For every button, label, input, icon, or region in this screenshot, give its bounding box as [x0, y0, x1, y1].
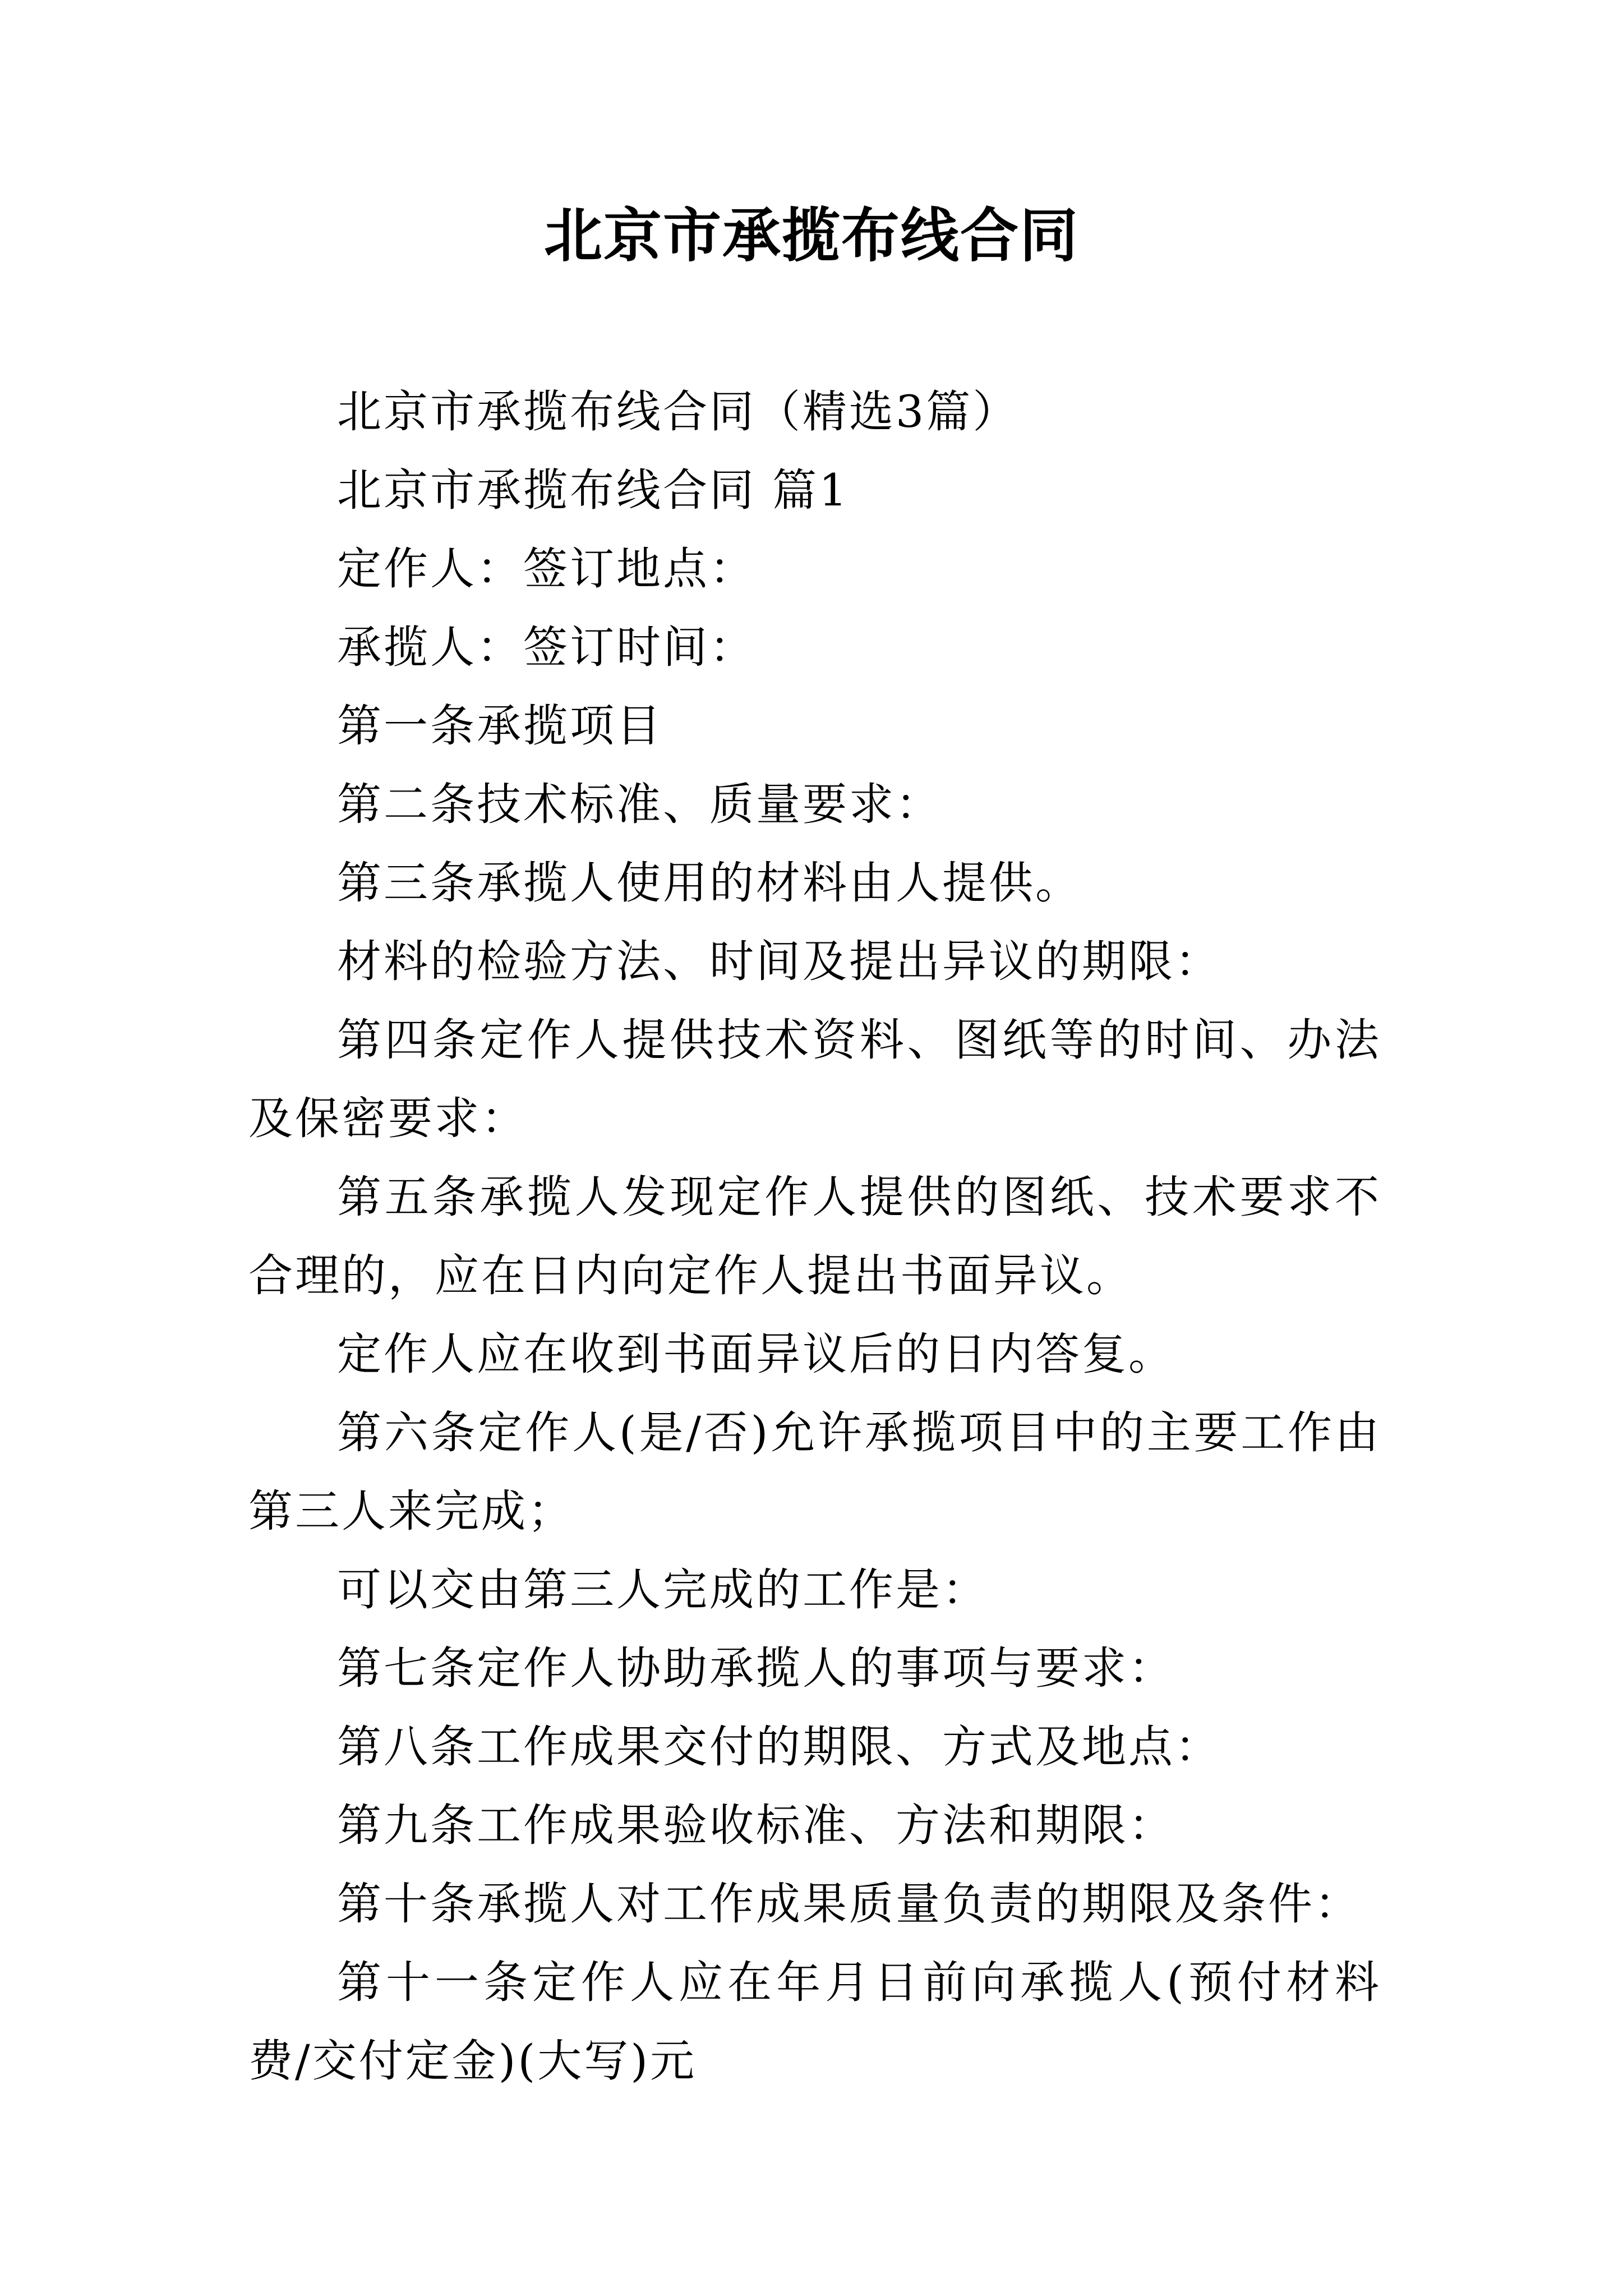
paragraph-party-orderer: 定作人：签订地点： — [337, 543, 756, 595]
paragraph-part-heading: 北京市承揽布线合同 篇1 — [337, 464, 850, 516]
paragraph-article-9: 第九条工作成果验收标准、方法和期限： — [337, 1800, 1175, 1851]
paragraph-article-10: 第十条承揽人对工作成果质量负责的期限及条件： — [337, 1878, 1361, 1930]
paragraph-article-7: 第七条定作人协助承揽人的事项与要求： — [337, 1642, 1175, 1694]
paragraph-collection-title: 北京市承揽布线合同（精选3篇） — [337, 386, 1020, 438]
paragraph-article-5: 第五条承揽人发现定作人提供的图纸、技术要求不合理的，应在日内向定作人提出书面异议。 — [248, 1171, 1381, 1301]
document-title: 北京市承揽布线合同 — [543, 201, 1079, 270]
paragraph-material-inspection: 材料的检验方法、时间及提出异议的期限： — [337, 936, 1221, 987]
paragraph-reply: 定作人应在收到书面异议后的日内答复。 — [337, 1328, 1175, 1380]
paragraph-article-3: 第三条承揽人使用的材料由人提供。 — [337, 857, 1082, 909]
paragraph-article-6: 第六条定作人(是/否)允许承揽项目中的主要工作由第三人来完成； — [248, 1407, 1381, 1537]
paragraph-article-1: 第一条承揽项目 — [337, 700, 663, 752]
document-body — [248, 372, 1381, 2100]
paragraph-party-contractor: 承揽人：签订时间： — [337, 622, 756, 673]
paragraph-article-4: 第四条定作人提供技术资料、图纸等的时间、办法及保密要求： — [248, 1014, 1381, 1144]
paragraph-article-8: 第八条工作成果交付的期限、方式及地点： — [337, 1721, 1221, 1773]
paragraph-third-party-work: 可以交由第三人完成的工作是： — [337, 1564, 989, 1616]
paragraph-article-11: 第十一条定作人应在年月日前向承揽人(预付材料费/交付定金)(大写)元 — [248, 1957, 1381, 2087]
paragraph-article-2: 第二条技术标准、质量要求： — [337, 779, 942, 830]
